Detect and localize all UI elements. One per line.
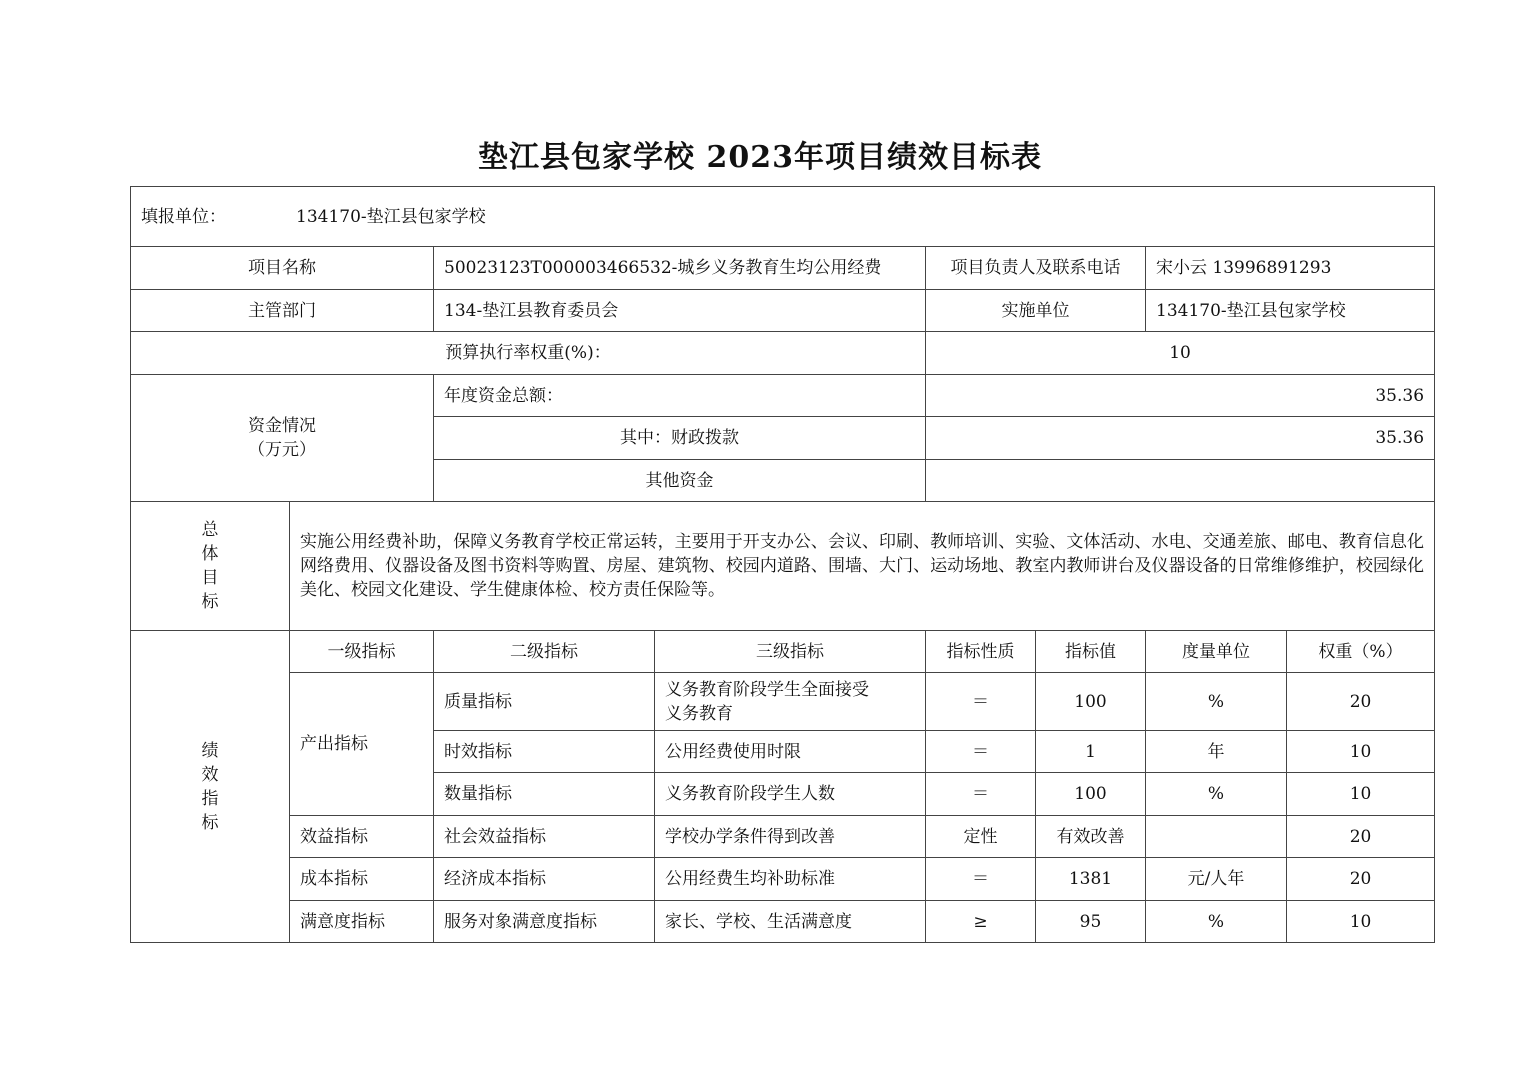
overall-goal-char: 目 <box>201 568 219 588</box>
overall-goal-char: 总 <box>201 520 219 540</box>
output-indicator-label: 产出指标 <box>290 673 434 816</box>
funds-total-row <box>131 375 1435 417</box>
weight-cell: 10 <box>1287 773 1435 816</box>
level2-cell: 数量指标 <box>434 773 655 816</box>
nature-cell: ＝ <box>926 773 1036 816</box>
level2-cell: 社会效益指标 <box>434 816 655 858</box>
indicator-row <box>131 816 1435 858</box>
nature-cell: 定性 <box>926 816 1036 858</box>
unit-cell <box>1146 816 1287 858</box>
other-funds-value <box>926 460 1435 502</box>
header-level3: 三级指标 <box>655 631 926 673</box>
overall-goal-char: 标 <box>201 592 219 612</box>
level2-cell: 服务对象满意度指标 <box>434 901 655 943</box>
weight-cell: 20 <box>1287 816 1435 858</box>
other-funds-label: 其他资金 <box>434 460 926 502</box>
level1-cell: 效益指标 <box>290 816 434 858</box>
level3-cell: 义务教育阶段学生人数 <box>655 773 926 816</box>
unit-cell: 年 <box>1146 731 1287 773</box>
unit-cell: % <box>1146 673 1287 731</box>
value-cell: 1381 <box>1036 858 1146 901</box>
header-level1: 一级指标 <box>290 631 434 673</box>
fiscal-value: 35.36 <box>926 417 1435 460</box>
filing-unit-cell <box>131 187 1435 247</box>
budget-weight-value: 10 <box>926 332 1435 375</box>
project-name-label: 项目名称 <box>131 247 434 290</box>
nature-cell: ≥ <box>926 901 1036 943</box>
level3-line: 义务教育 <box>665 703 733 724</box>
indicator-header-row <box>131 631 1435 673</box>
fiscal-label: 其中：财政拨款 <box>434 417 926 460</box>
budget-weight-label: 预算执行率权重(%)： <box>131 332 926 375</box>
level3-cell <box>655 673 926 731</box>
filing-unit-row <box>131 187 1435 247</box>
performance-char: 效 <box>201 764 219 785</box>
project-contact-label: 项目负责人及联系电话 <box>926 247 1146 290</box>
implementing-unit-value: 134170-垫江县包家学校 <box>1146 290 1435 332</box>
supervisor-row <box>131 290 1435 332</box>
level2-cell: 经济成本指标 <box>434 858 655 901</box>
header-weight: 权重（%） <box>1287 631 1435 673</box>
performance-char: 标 <box>201 812 219 833</box>
project-name-value: 50023123T000003466532-城乡义务教育生均公用经费 <box>434 247 926 290</box>
implementing-unit-label: 实施单位 <box>926 290 1146 332</box>
annual-total-value: 35.36 <box>926 375 1435 417</box>
weight-cell: 10 <box>1287 731 1435 773</box>
unit-cell: 元/人年 <box>1146 858 1287 901</box>
filing-unit-value: 134170-垫江县包家学校 <box>296 206 486 227</box>
level1-cell: 成本指标 <box>290 858 434 901</box>
level1-cell: 满意度指标 <box>290 901 434 943</box>
level3-cell: 家长、学校、生活满意度 <box>655 901 926 943</box>
value-cell: 100 <box>1036 673 1146 731</box>
overall-goal-text: 实施公用经费补助，保障义务教育学校正常运转，主要用于开支办公、会议、印刷、教师培训、实验、文体活动、水电、交通差旅、邮电、教育信息化网络费用、仪器设备及图书资料等购置、房屋、建筑物、校园内道路、围墙、大门、运动场地、教室内教师讲台及仪器设备的日常维修维护，校园绿化美化、校园文化建设、学生健康体检、校方责任保险等。 <box>290 502 1435 631</box>
weight-cell: 10 <box>1287 901 1435 943</box>
funds-label-line1: 资金情况 <box>248 416 316 436</box>
performance-target-table <box>130 186 1435 943</box>
indicator-row <box>131 858 1435 901</box>
unit-cell: % <box>1146 773 1287 816</box>
weight-cell: 20 <box>1287 673 1435 731</box>
funds-label-line2: （万元） <box>248 440 316 460</box>
performance-char: 绩 <box>201 740 219 761</box>
nature-cell: ＝ <box>926 731 1036 773</box>
overall-goal-label <box>131 502 290 631</box>
header-unit: 度量单位 <box>1146 631 1287 673</box>
nature-cell: ＝ <box>926 673 1036 731</box>
level2-cell: 时效指标 <box>434 731 655 773</box>
nature-cell: ＝ <box>926 858 1036 901</box>
header-nature: 指标性质 <box>926 631 1036 673</box>
supervisor-dept-value: 134-垫江县教育委员会 <box>434 290 926 332</box>
funds-label <box>131 375 434 502</box>
performance-label <box>131 631 290 943</box>
performance-char: 指 <box>201 788 219 809</box>
page-title: 垫江县包家学校 2023年项目绩效目标表 <box>478 140 1042 175</box>
overall-goal-char: 体 <box>201 544 219 564</box>
unit-cell: % <box>1146 901 1287 943</box>
value-cell: 有效改善 <box>1036 816 1146 858</box>
weight-cell: 20 <box>1287 858 1435 901</box>
level3-cell: 公用经费生均补助标准 <box>655 858 926 901</box>
supervisor-dept-label: 主管部门 <box>131 290 434 332</box>
indicator-row <box>131 673 1435 731</box>
indicator-row <box>131 901 1435 943</box>
value-cell: 100 <box>1036 773 1146 816</box>
project-contact-value: 宋小云 13996891293 <box>1146 247 1435 290</box>
annual-total-label: 年度资金总额： <box>434 375 926 417</box>
project-name-row <box>131 247 1435 290</box>
level3-line: 义务教育阶段学生全面接受 <box>665 679 869 700</box>
header-level2: 二级指标 <box>434 631 655 673</box>
level3-cell: 学校办学条件得到改善 <box>655 816 926 858</box>
header-value: 指标值 <box>1036 631 1146 673</box>
level2-cell: 质量指标 <box>434 673 655 731</box>
overall-goal-row <box>131 502 1435 631</box>
value-cell: 1 <box>1036 731 1146 773</box>
value-cell: 95 <box>1036 901 1146 943</box>
budget-weight-row <box>131 332 1435 375</box>
level3-cell: 公用经费使用时限 <box>655 731 926 773</box>
filing-unit-label: 填报单位： <box>141 206 226 227</box>
